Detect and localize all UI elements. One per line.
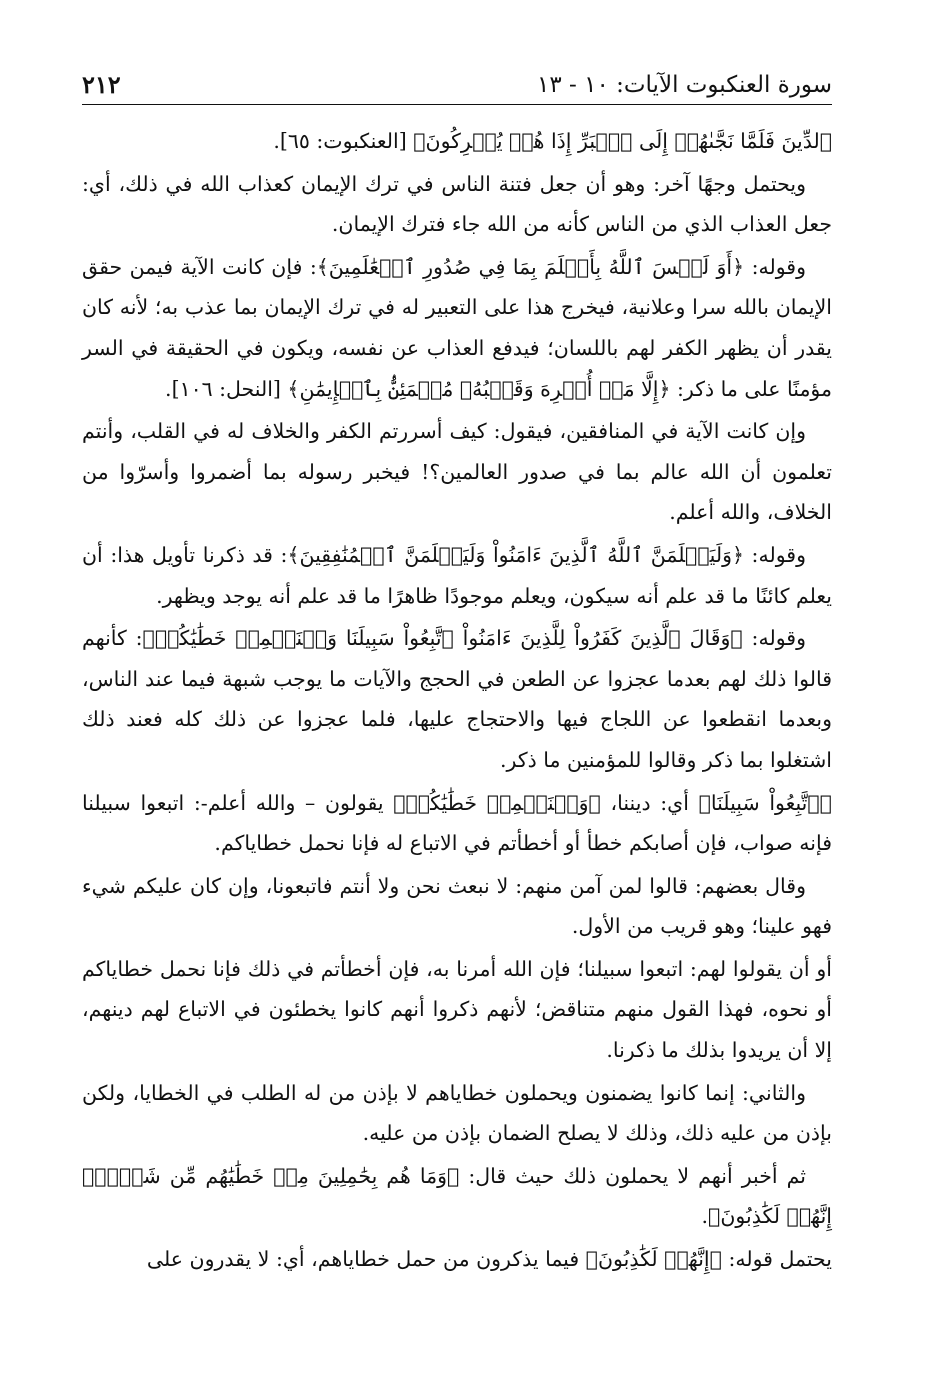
paragraph: أو أن يقولوا لهم: اتبعوا سبيلنا؛ فإن الله أمرنا به، فإن أخطأتم في ذلك فإنا نحمل خطاياكم أو نحوه، فهذا القول منهم متناقض؛ لأنهم ذكروا أنهم كانوا يخطئون في الاتباع لهم دينهم، إلا أن يريدوا بذلك ما ذكرنا.	[82, 956, 832, 1063]
running-title: سورة العنكبوت الآيات: ١٠ - ١٣	[536, 72, 832, 99]
paragraph: ويحتمل وجهًا آخر: وهو أن جعل فتنة الناس في ترك الإيمان كعذاب الله في ذلك، أي: جعل العذاب الذي من الناس كأنه من الله جاء فترك الإيمان.	[82, 171, 832, 237]
paragraph: وقوله: ﴿وَلَيَعۡلَمَنَّ ٱللَّهُ ٱلَّذِينَ ءَامَنُواْ وَلَيَعۡلَمَنَّ ٱلۡمُنَٰفِقِينَ﴾: قد ذكرنا تأويل هذا: أن يعلم كائنًا ما قد علم أنه سيكون، ويعلم موجودًا ظاهرًا ما قد علم أنه يوجد ويظهر.	[82, 542, 832, 608]
page-number: ٢١٢	[82, 70, 121, 100]
paragraph: وقوله: ﴿وَقَالَ ٱلَّذِينَ كَفَرُواْ لِلَّذِينَ ءَامَنُواْ ٱتَّبِعُواْ سَبِيلَنَا وَلۡنَحۡمِلۡ خَطَٰيَٰكُمۡ﴾: كأنهم قالوا ذلك لهم بعدما عجزوا عن الطعن في الحجج والآيات ما يوجب شبهة فيما عند الناس، وبعدما انقطعوا عن اللجاج فيها والاحتجاج عليها، فلما عجزوا عن ذلك كله فعند ذلك اشتغلوا بما ذكر وقالوا للمؤمنين ما ذكر.	[82, 626, 832, 772]
paragraph: ﴿ٱتَّبِعُواْ سَبِيلَنَا﴾ أي: ديننا، ﴿وَلۡنَحۡمِلۡ خَطَٰيَٰكُمۡ﴾ يقولون – والله أعلم-: اتبعوا سبيلنا فإنه صواب، فإن أصابكم خطأ أو أخطأتم في الاتباع له فإنا نحمل خطاياكم.	[82, 790, 832, 856]
paragraph: وإن كانت الآية في المنافقين، فيقول: كيف أسررتم الكفر والخلاف له في القلب، وأنتم تعلمون أن الله عالم بما في صدور العالمين؟! فيخبر رسوله بما أضمروا وأسرّوا من الخلاف، والله أعلم.	[82, 419, 832, 525]
page-header	[82, 58, 832, 100]
paragraph: وقال بعضهم: قالوا لمن آمن منهم: لا نبعث نحن ولا أنتم فاتبعونا، وإن كان عليكم شيء فهو علينا؛ وهو قريب من الأول.	[82, 873, 832, 939]
paragraph: يحتمل قوله: ﴿إِنَّهُمۡ لَكَٰذِبُونَ﴾ فيما يذكرون من حمل خطاياهم، أي: لا يقدرون على	[146, 1247, 832, 1272]
paragraph: ٱلدِّينَ فَلَمَّا نَجَّىٰهُمۡ إِلَى ٱلۡبَرِّ إِذَا هُمۡ يُشۡرِكُونَ﴾ [العنكبوت: ٦٥].	[273, 129, 832, 153]
page-body	[82, 121, 832, 1280]
header-rule	[82, 104, 832, 105]
paragraph: والثاني: إنما كانوا يضمنون ويحملون خطاياهم لا بإذن من له الطلب في الخطايا، ولكن بإذن من عليه ذلك، وذلك لا يصلح الضمان بإذن من عليه.	[82, 1080, 832, 1146]
paragraph: وقوله: ﴿أَوَ لَيۡسَ ٱللَّهُ بِأَعۡلَمَ بِمَا فِي صُدُورِ ٱلۡعَٰلَمِينَ﴾: فإن كانت الآية فيمن حقق الإيمان بالله سرا وعلانية، فيخرج هذا على التعبير له في ترك الإيمان بما عذب به؛ لأنه كان يقدر أن يظهر الكفر لهم باللسان؛ فيدفع العذاب عن نفسه، ويكون في الحقيقة في السر مؤمنًا على ما ذكر: ﴿إِلَّا مَنۡ أُكۡرِهَ وَقَلۡبُهُۥ مُطۡمَئِنُّۢ بِٱلۡإِيمَٰنِ﴾ [النحل: ١٠٦].	[82, 254, 832, 401]
paragraph: ثم أخبر أنهم لا يحملون ذلك حيث قال: ﴿وَمَا هُم بِحَٰمِلِينَ مِنۡ خَطَٰيَٰهُم مِّن شَيۡءٍۖ إِنَّهُمۡ لَكَٰذِبُونَ﴾.	[82, 1163, 832, 1229]
